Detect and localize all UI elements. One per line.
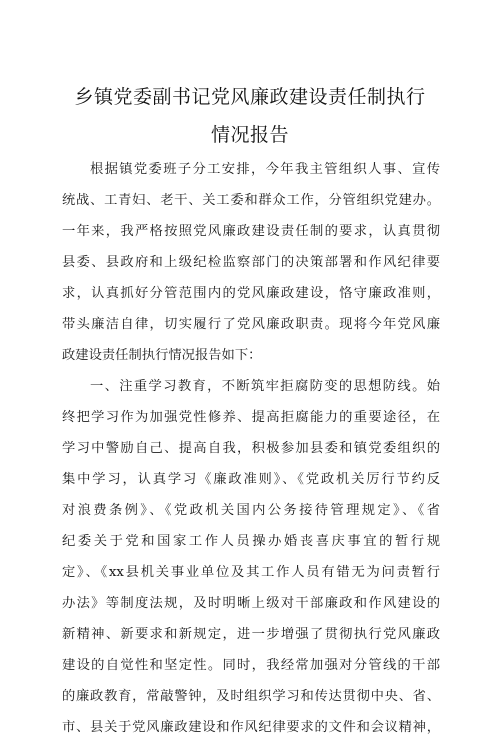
paragraph-line: 终把学习作为加强党性修养、提高拒腐能力的重要途径，在: [62, 410, 440, 425]
paragraph-line: 一、注重学习教育，不断筑牢拒腐防变的思想防线。始: [90, 379, 440, 394]
paragraph-line: 建设的自觉性和坚定性。同时，我经常加强对分管线的干部: [62, 658, 440, 673]
paragraph-line: 带头廉洁自律，切实履行了党风廉政职责。现将今年党风廉: [62, 317, 440, 332]
paragraph-line: 政建设责任制执行情况报告如下：: [62, 348, 262, 363]
paragraph-line: 一年来，我严格按照党风廉政建设责任制的要求，认真贯彻: [62, 224, 440, 239]
paragraph-line: 的廉政教育，常敲警钟，及时组织学习和传达贯彻中央、省、: [62, 689, 440, 704]
paragraph-line: 学习中警励自己、提高自我，积极参加县委和镇党委组织的: [62, 441, 440, 456]
paragraph-line: 集中学习，认真学习《廉政准则》、《党政机关厉行节约反: [62, 472, 440, 487]
document-title-line-1: 乡镇党委副书记党风廉政建设责任制执行: [74, 86, 426, 108]
document-title-line-2: 情况报告: [210, 124, 289, 146]
document-body: [62, 154, 440, 743]
paragraph-line: 新精神、新要求和新规定，进一步增强了贯彻执行党风廉政: [62, 627, 440, 642]
paragraph-line: 求，认真抓好分管范围内的党风廉政建设，恪守廉政准则，: [62, 286, 440, 301]
paragraph-line: 定》、《xx县机关事业单位及其工作人员有错无为问责暂行: [62, 565, 440, 580]
paragraph-line: 纪委关于党和国家工作人员操办婚丧喜庆事宜的暂行规: [62, 534, 440, 549]
paragraph-line: 县委、县政府和上级纪检监察部门的决策部署和作风纪律要: [62, 255, 440, 270]
paragraph-line: 对浪费条例》、《党政机关国内公务接待管理规定》、《省: [62, 503, 440, 518]
paragraph-line: 办法》等制度法规，及时明晰上级对干部廉政和作风建设的: [62, 596, 440, 611]
paragraph-line: 根据镇党委班子分工安排，今年我主管组织人事、宣传: [90, 162, 440, 177]
paragraph-line: 市、县关于党风廉政建设和作风纪律要求的文件和会议精神，: [62, 720, 440, 735]
paragraph-line: 统战、工青妇、老干、关工委和群众工作，分管组织党建办。: [62, 193, 440, 208]
